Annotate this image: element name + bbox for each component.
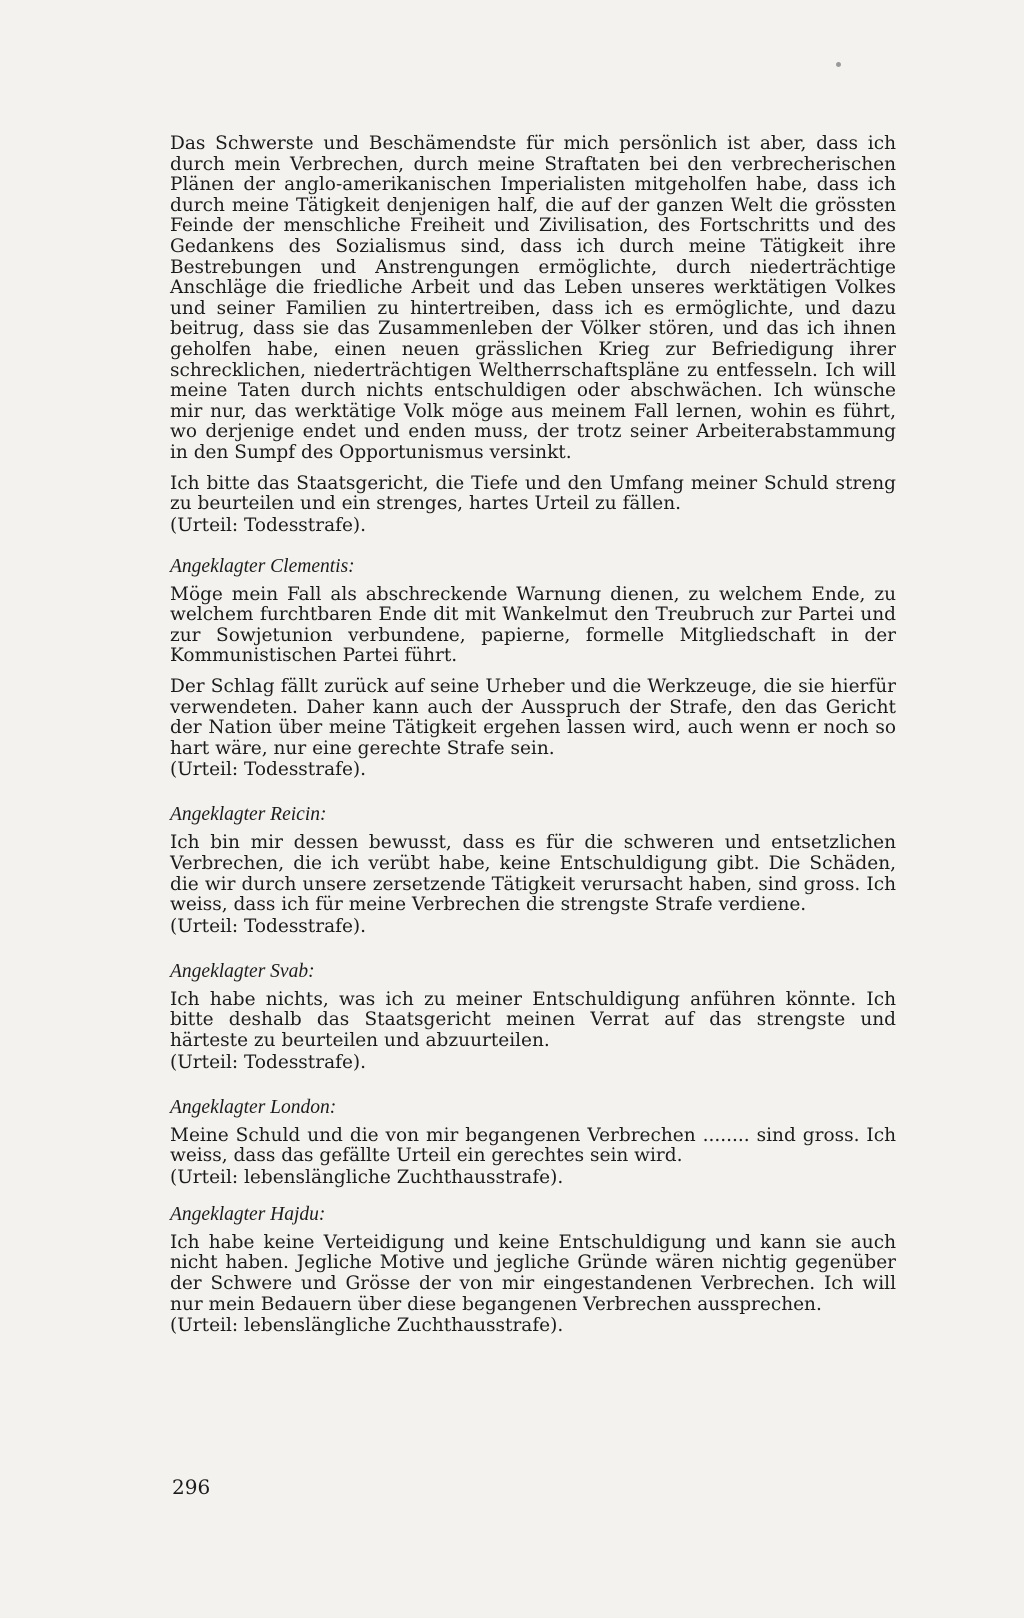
speaker-heading: Angeklagter Svab: <box>170 960 315 982</box>
statement-paragraph: Ich habe keine Verteidigung und keine Entschuldigung und kann sie auch nicht haben. Jegliche Motive und jegliche Gründe wären nichtig gegenüber der Schwere und Grösse der von mir eingestandenen Verbrechen. Ich will nur mein Bedauern über diese begangenen Verbrechen aussprechen. <box>170 1231 896 1315</box>
verdict-text: (Urteil: Todesstrafe). <box>170 1051 367 1073</box>
statement-paragraph: Das Schwerste und Beschämendste für mich persönlich ist aber, dass ich durch mein Verbrechen, durch meine Straftaten bei den verbrecherischen Plänen der anglo-amerikanischen Imperialisten mitgeholfen habe, dass ich durch meine Tätigkeit denjenigen half, die auf der ganzen Welt die grössten Feinde der menschliche Freiheit und Zivilisation, des Fortschritts und des Gedankens des Sozialismus sind, dass ich durch meine Tätigkeit ihre Bestrebungen und Anstrengungen ermöglichte, durch niederträchtige Anschläge die friedliche Arbeit und das Leben unseres werktätigen Volkes und seiner Familien zu hintertreiben, dass ich es ermöglichte, und dazu beitrug, dass sie das Zusammenleben der Völker stören, und das ich ihnen geholfen habe, einen neuen grässlichen Krieg zur Befriedigung ihrer schrecklichen, niederträchtigen Weltherrschaftspläne zu entfesseln. Ich will meine Taten durch nichts entschuldigen oder abschwächen. Ich wünsche mir nur, das werktätige Volk möge aus meinem Fall lernen, wohin es führt, wo derjenige endet und enden muss, der trotz seiner Arbeiterabstammung in den Sumpf des Opportunismus versinkt. <box>170 133 896 463</box>
verdict-text: (Urteil: Todesstrafe). <box>170 915 367 937</box>
speaker-heading: Angeklagter London: <box>170 1096 337 1118</box>
verdict-text: (Urteil: Todesstrafe). <box>170 759 367 781</box>
document-page <box>170 134 896 1336</box>
defendant-section-hajdu <box>170 1204 896 1336</box>
speaker-heading: Angeklagter Reicin: <box>170 804 327 826</box>
verdict-text: (Urteil: Todesstrafe). <box>170 514 367 536</box>
intro-statement <box>170 134 896 536</box>
defendant-section-clementis <box>170 556 896 781</box>
speaker-heading: Angeklagter Hajdu: <box>170 1203 326 1225</box>
statement-paragraph: Ich bin mir dessen bewusst, dass es für die schweren und entsetzlichen Verbrechen, die ich verübt habe, keine Entschuldigung gibt. Die Schäden, die wir durch unsere zersetzende Tätigkeit verursacht haben, sind gross. Ich weiss, dass ich für meine Verbrechen die strengste Strafe verdiene. <box>170 832 896 916</box>
verdict-text: (Urteil: lebenslängliche Zuchthausstrafe). <box>170 1315 564 1337</box>
defendant-section-reicin <box>170 804 896 936</box>
statement-paragraph: Meine Schuld und die von mir begangenen Verbrechen ........ sind gross. Ich weiss, dass das gefällte Urteil ein gerechtes sein wird. <box>170 1124 896 1167</box>
statement-paragraph: Möge mein Fall als abschreckende Warnung dienen, zu welchem Ende, zu welchem furchtbaren Ende dit mit Wankelmut den Treubruch zur Partei und zur Sowjetunion verbundene, papierne, formelle Mitgliedschaft in der Kommunistischen Partei führt. <box>170 583 896 667</box>
paper-speck <box>836 62 841 67</box>
verdict-text: (Urteil: lebenslängliche Zuchthausstrafe). <box>170 1166 564 1188</box>
defendant-section-svab <box>170 961 896 1073</box>
statement-paragraph: Der Schlag fällt zurück auf seine Urheber und die Werkzeuge, die sie hierfür verwendeten. Daher kann auch der Ausspruch der Strafe, den das Gericht der Nation über meine Tätigkeit ergehen lassen wird, auch wenn er noch so hart wäre, nur eine gerechte Strafe sein. <box>170 676 896 759</box>
page-number: 296 <box>172 1475 211 1499</box>
statement-paragraph: Ich habe nichts, was ich zu meiner Entschuldigung anführen könnte. Ich bitte deshalb das Staatsgericht meinen Verrat auf das strengste und härteste zu beurteilen und abzuurteilen. <box>170 988 896 1051</box>
defendant-section-london <box>170 1097 896 1188</box>
statement-paragraph: Ich bitte das Staatsgericht, die Tiefe und den Umfang meiner Schuld streng zu beurteilen und ein strenges, hartes Urteil zu fällen. <box>170 472 896 515</box>
speaker-heading: Angeklagter Clementis: <box>170 555 355 577</box>
